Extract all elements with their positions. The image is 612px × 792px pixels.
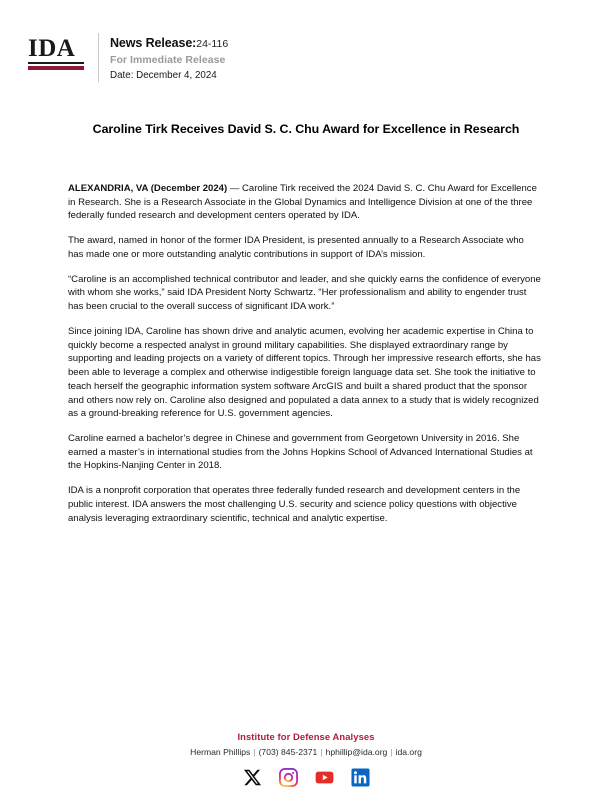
footer: [0, 731, 612, 787]
contact-phone[interactable]: (703) 845-2371: [258, 747, 318, 758]
news-release-label: News Release:: [110, 36, 197, 50]
social-links: [0, 768, 612, 787]
paragraph: The award, named in honor of the former IDA President, is presented annually to a Research Associate who has made one or more outstanding analytic contributions in support of IDA’s mission.: [68, 235, 524, 260]
ida-logo-wordmark: IDA: [28, 35, 76, 62]
ida-logo-rule-top: [28, 62, 84, 64]
contact-email[interactable]: hphillip@ida.org: [325, 747, 388, 758]
contact-separator: |: [390, 747, 393, 758]
article-body: [68, 182, 541, 536]
paragraph: IDA is a nonprofit corporation that operates three federally funded research and development centers in the public interest. IDA answers the most challenging U.S. security and science policy questions with objective analysis leveraging extraordinary scientific, technical and analytic expertise.: [68, 485, 521, 524]
masthead-divider: [98, 33, 99, 82]
news-release-line: [110, 34, 228, 52]
contact-name: Herman Phillips: [190, 747, 251, 758]
youtube-icon[interactable]: [315, 768, 334, 787]
paragraph: [68, 182, 541, 223]
footer-organization: Institute for Defense Analyses: [237, 731, 375, 742]
contact-separator: |: [253, 747, 256, 758]
contact-website[interactable]: ida.org: [395, 747, 422, 758]
linkedin-icon[interactable]: [351, 768, 370, 787]
ida-logo: [28, 33, 84, 70]
paragraph-text: — Caroline Tirk received the 2024 David S. C. Chu Award for Excellence in Research. She is a Research Associate in the Global Dynamics and Intelligence Division at one of the three federally funded research and development centers operated by IDA.: [68, 183, 537, 222]
paragraph: Since joining IDA, Caroline has shown drive and analytic acumen, evolving her academic expertise in China to quickly become a respected analyst in ground military capabilities. She displayed extraordinary range by supporting and leading projects on a variety of different topics. Through her impressive research efforts, she has been able to leverage a complex and otherwise indigestible foreign language data set. She took the initiative to teach herself the geographic information system software ArcGIS and built a shared product that the sponsor and others now rely on. Caroline also designed and populated a data annex to a study that is widely recognized as a ground-breaking reference for U.S. government agencies.: [68, 325, 541, 420]
paragraph: Caroline earned a bachelor’s degree in Chinese and government from Georgetown University in 2016. She earned a master’s in international studies from the Johns Hopkins School of Advanced International Studies at the Hopkins-Nanjing Center in 2018.: [68, 433, 533, 472]
release-date: Date: December 4, 2024: [110, 70, 217, 82]
page-title: Caroline Tirk Receives David S. C. Chu Award for Excellence in Research: [92, 122, 520, 136]
masthead-text-block: [110, 33, 228, 82]
ida-logo-rule-accent: [28, 66, 84, 70]
x-twitter-icon[interactable]: [243, 768, 262, 787]
contact-separator: |: [320, 747, 323, 758]
footer-contact-line: [0, 747, 612, 758]
masthead: [28, 33, 228, 82]
dateline: ALEXANDRIA, VA (December 2024): [68, 183, 228, 194]
release-number: 24-116: [196, 38, 229, 50]
instagram-icon[interactable]: [279, 768, 298, 787]
paragraph: “Caroline is an accomplished technical contributor and leader, and she quickly earns the confidence of everyone with whom she works,” said IDA President Norty Schwartz. “Her professionalism and ability to engender trust has been crucial to the overall success of significant IDA work.”: [68, 273, 541, 313]
immediate-release-label: For Immediate Release: [110, 53, 226, 66]
